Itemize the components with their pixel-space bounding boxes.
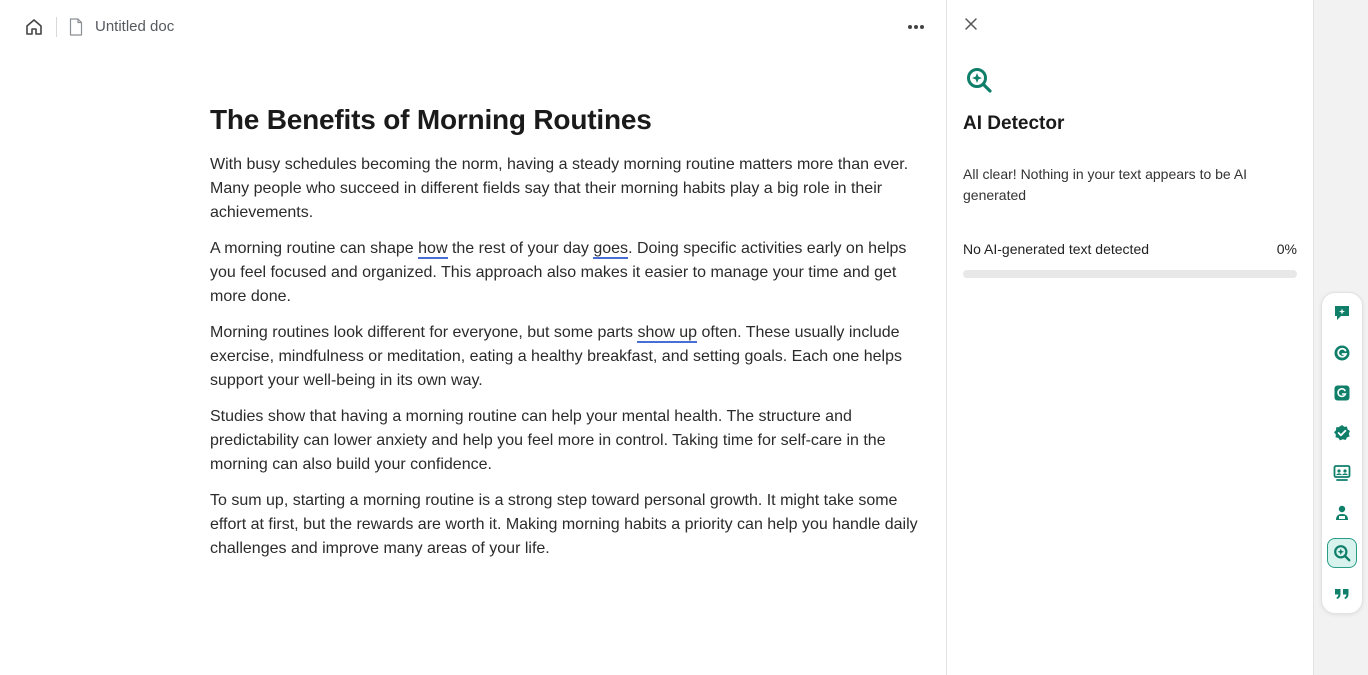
document-body[interactable] [210, 98, 918, 573]
ai-detector-icon [1333, 544, 1351, 562]
rail-audience-button[interactable] [1327, 458, 1357, 488]
text-run: the rest of your day [447, 240, 594, 257]
suggestion-underline[interactable]: how [418, 240, 448, 257]
editor-topbar [0, 0, 946, 54]
rail-grammarly-button[interactable] [1327, 338, 1357, 368]
home-button[interactable] [22, 16, 46, 38]
topbar-divider [56, 17, 57, 37]
document-icon [69, 18, 83, 36]
close-icon [964, 17, 978, 31]
suggestion-underline[interactable]: goes [593, 240, 629, 257]
paragraph-2[interactable] [210, 237, 918, 309]
more-options-button[interactable] [902, 16, 930, 38]
paraphrase-icon [1333, 384, 1351, 402]
ai-detector-icon [965, 66, 993, 94]
paragraph-5[interactable]: To sum up, starting a morning routine is a strong step toward personal growth. It might take some effort at first, but the rewards are worth it. Making morning habits a priority can help you handle daily challenges and improve many areas of your life. [210, 492, 918, 557]
rail-verified-button[interactable] [1327, 418, 1357, 448]
panel-message: All clear! Nothing in your text appears to be AI generated [963, 166, 1248, 203]
panel-title: AI Detector [963, 113, 1065, 134]
text-run: . Doing specific activities early on helps you feel focused and organized. This approach also makes it easier to manage your time and get more done. [210, 240, 907, 305]
suggestion-underline[interactable]: show up [637, 324, 698, 341]
ai-detector-panel [946, 0, 1314, 675]
paragraph-3[interactable] [210, 321, 918, 393]
close-panel-button[interactable] [961, 14, 981, 34]
text-run: often. These usually include exercise, mindfulness or meditation, eating a healthy breakfast, and setting goals. Each one helps support your well-being in its own way. [210, 324, 902, 389]
ai-chat-icon [1333, 304, 1351, 322]
rail-ai-chat-button[interactable] [1327, 298, 1357, 328]
result-label: No AI-generated text detected [963, 241, 1150, 257]
paragraph-1[interactable]: With busy schedules becoming the norm, having a steady morning routine matters more than ever. Many people who succeed in different fields say that their morning habits play a big role in their achievements. [210, 156, 909, 221]
ai-score-progress-bar [963, 270, 1297, 278]
audience-icon [1333, 464, 1351, 482]
result-row [963, 239, 1297, 259]
citation-quote-icon [1333, 584, 1351, 602]
text-run: A morning routine can shape [210, 240, 419, 257]
paragraph-4[interactable]: Studies show that having a morning routine can help your mental health. The structure and predictability can lower anxiety and help you feel more in control. Taking time for self-care in the morning can also build your confidence. [210, 408, 886, 473]
document-title[interactable]: The Benefits of Morning Routines [210, 104, 652, 135]
reader-icon [1333, 504, 1351, 522]
result-percent: 0% [1276, 241, 1297, 257]
verified-badge-icon [1333, 424, 1351, 442]
home-icon [24, 17, 44, 37]
grammarly-icon [1333, 344, 1351, 362]
rail-paraphrase-button[interactable] [1327, 378, 1357, 408]
text-run: Morning routines look different for everyone, but some parts [210, 324, 638, 341]
assistant-rail [1321, 292, 1363, 614]
rail-citation-button[interactable] [1327, 578, 1357, 608]
more-horizontal-icon [907, 24, 925, 30]
doc-title[interactable]: Untitled doc [95, 18, 175, 35]
rail-ai-detector-button[interactable] [1327, 538, 1357, 568]
rail-reader-button[interactable] [1327, 498, 1357, 528]
